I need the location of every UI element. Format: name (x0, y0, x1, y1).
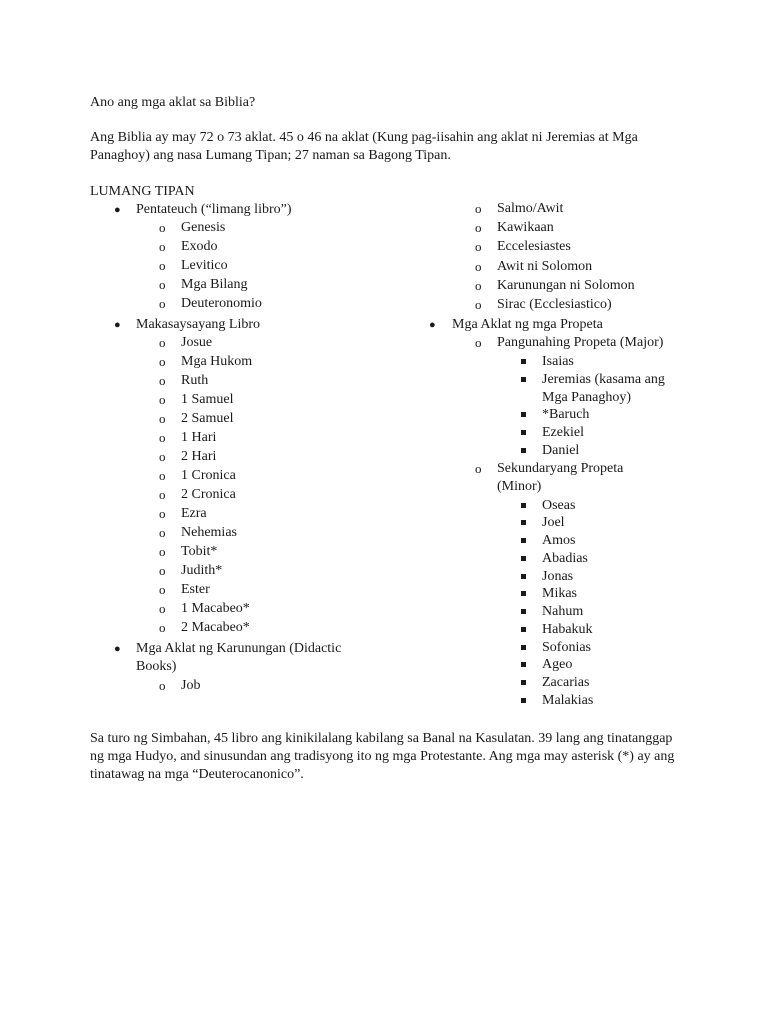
major-prophets-label: Pangunahing Propeta (Major) (497, 335, 664, 350)
list-item: Josue (181, 335, 213, 350)
list-item: Sirac (Ecclesiastico) (497, 297, 612, 312)
circle-bullet-icon: o (159, 411, 166, 426)
list-item: 2 Cronica (181, 487, 236, 502)
circle-bullet-icon: o (475, 461, 482, 476)
circle-bullet-icon: o (159, 258, 166, 273)
square-bullet-icon (521, 645, 526, 650)
list-item: Zacarias (542, 675, 590, 690)
list-item: Ezra (181, 506, 207, 521)
list-item: Kawikaan (497, 220, 554, 235)
list-item: Malakias (542, 693, 594, 708)
circle-bullet-icon: o (475, 239, 482, 254)
circle-bullet-icon: o (159, 582, 166, 597)
circle-bullet-icon: o (159, 525, 166, 540)
circle-bullet-icon: o (159, 487, 166, 502)
list-item: Judith* (181, 563, 223, 578)
list-item: Awit ni Solomon (497, 259, 593, 274)
list-item: Mikas (542, 586, 577, 601)
list-item: 2 Samuel (181, 411, 234, 426)
circle-bullet-icon: o (159, 373, 166, 388)
pentateuch-label: Pentateuch (“limang libro”) (136, 202, 292, 217)
bullet-icon: ● (114, 204, 121, 216)
square-bullet-icon (521, 662, 526, 667)
square-bullet-icon (521, 627, 526, 632)
list-item: Tobit* (181, 544, 218, 559)
list-item: Isaias (542, 354, 574, 369)
circle-bullet-icon: o (159, 239, 166, 254)
circle-bullet-icon: o (159, 392, 166, 407)
list-item: Abadias (542, 551, 588, 566)
list-item: Karunungan ni Solomon (497, 278, 635, 293)
list-item: Ester (181, 582, 210, 597)
square-bullet-icon (521, 430, 526, 435)
square-bullet-icon (521, 412, 526, 417)
list-item: Mga Bilang (181, 277, 248, 292)
circle-bullet-icon: o (159, 449, 166, 464)
square-bullet-icon (521, 609, 526, 614)
list-item: Deuteronomio (181, 296, 262, 311)
circle-bullet-icon: o (475, 201, 482, 216)
list-item: Oseas (542, 498, 576, 513)
circle-bullet-icon: o (159, 563, 166, 578)
list-item: Ageo (542, 657, 573, 672)
circle-bullet-icon: o (159, 354, 166, 369)
minor-prophets-label: Sekundaryang Propeta (Minor) (497, 461, 624, 494)
list-item: Jeremias (kasama ang Mga Panaghoy) (542, 372, 665, 405)
list-item: Amos (542, 533, 576, 548)
circle-bullet-icon: o (475, 259, 482, 274)
circle-bullet-icon: o (475, 220, 482, 235)
list-item: Joel (542, 515, 565, 530)
intro-paragraph: Ang Biblia ay may 72 o 73 aklat. 45 o 46 na aklat (Kung pag-iisahin ang aklat ni Jeremias at Mga Panaghoy) ang nasa Lumang Tipan; 27 naman sa Bagong Tipan. (90, 130, 638, 163)
list-item: 1 Macabeo* (181, 601, 250, 616)
wisdom-label: Mga Aklat ng Karunungan (Didactic Books) (136, 641, 342, 674)
bullet-icon: ● (429, 319, 436, 331)
circle-bullet-icon: o (159, 277, 166, 292)
circle-bullet-icon: o (475, 278, 482, 293)
list-item: Salmo/Awit (497, 201, 564, 216)
list-item: Job (181, 678, 201, 693)
list-item: 2 Macabeo* (181, 620, 250, 635)
list-item: Daniel (542, 443, 580, 458)
list-item: Exodo (181, 239, 218, 254)
square-bullet-icon (521, 377, 526, 382)
list-item: 2 Hari (181, 449, 217, 464)
bullet-icon: ● (114, 643, 121, 655)
circle-bullet-icon: o (159, 335, 166, 350)
bullet-icon: ● (114, 319, 121, 331)
circle-bullet-icon: o (159, 430, 166, 445)
circle-bullet-icon: o (475, 335, 482, 350)
list-item: Mga Hukom (181, 354, 253, 369)
list-item: Genesis (181, 220, 226, 235)
square-bullet-icon (521, 538, 526, 543)
list-item: 1 Cronica (181, 468, 236, 483)
square-bullet-icon (521, 448, 526, 453)
circle-bullet-icon: o (159, 544, 166, 559)
square-bullet-icon (521, 574, 526, 579)
circle-bullet-icon: o (159, 601, 166, 616)
list-item: *Baruch (542, 407, 590, 422)
closing-paragraph: Sa turo ng Simbahan, 45 libro ang kinikilalang kabilang sa Banal na Kasulatan. 39 lang ang tinatanggap ng mga Hudyo, and sinusundan ang tradisyong ito ng mga Protestante. Ang mga may asterisk (*) ay ang tinatawag na mga “Deuterocanonico”. (90, 731, 675, 782)
list-item: Ruth (181, 373, 209, 388)
list-item: Eccelesiastes (497, 239, 571, 254)
square-bullet-icon (521, 556, 526, 561)
circle-bullet-icon: o (159, 678, 166, 693)
list-item: Nehemias (181, 525, 237, 540)
square-bullet-icon (521, 503, 526, 508)
square-bullet-icon (521, 591, 526, 596)
list-item: Jonas (542, 569, 574, 584)
list-item: 1 Samuel (181, 392, 234, 407)
list-item: Ezekiel (542, 425, 584, 440)
prophets-label: Mga Aklat ng mga Propeta (452, 317, 603, 332)
square-bullet-icon (521, 698, 526, 703)
circle-bullet-icon: o (159, 468, 166, 483)
circle-bullet-icon: o (159, 506, 166, 521)
list-item: Nahum (542, 604, 584, 619)
square-bullet-icon (521, 520, 526, 525)
circle-bullet-icon: o (159, 620, 166, 635)
historical-label: Makasaysayang Libro (136, 317, 261, 332)
question-heading: Ano ang mga aklat sa Biblia? (90, 95, 256, 110)
list-item: Levitico (181, 258, 228, 273)
square-bullet-icon (521, 680, 526, 685)
section-heading: LUMANG TIPAN (90, 184, 195, 199)
square-bullet-icon (521, 359, 526, 364)
list-item: 1 Hari (181, 430, 217, 445)
circle-bullet-icon: o (159, 220, 166, 235)
circle-bullet-icon: o (475, 297, 482, 312)
list-item: Sofonias (542, 640, 591, 655)
circle-bullet-icon: o (159, 296, 166, 311)
list-item: Habakuk (542, 622, 593, 637)
